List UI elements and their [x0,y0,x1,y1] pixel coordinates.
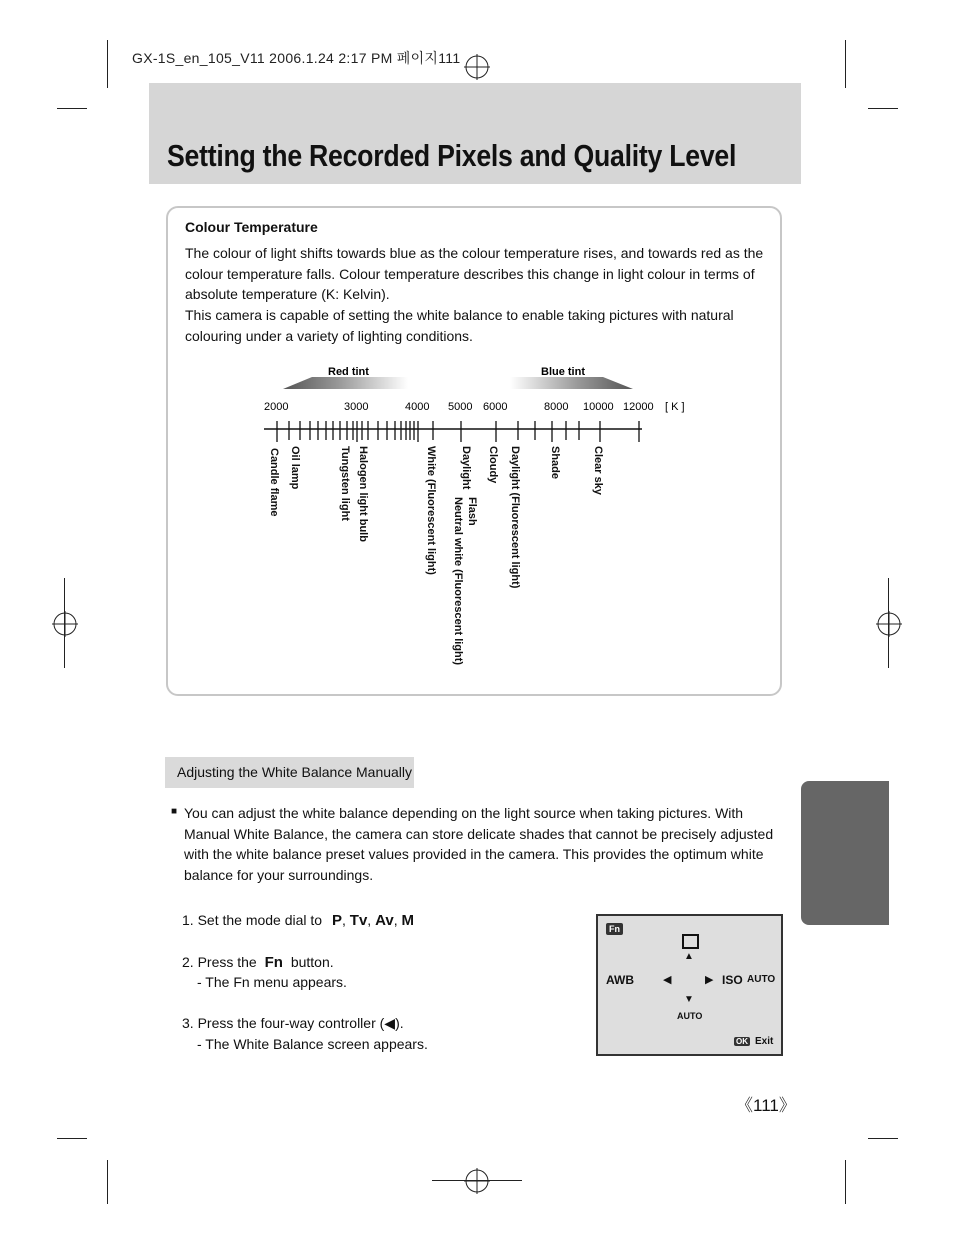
red-tint-arrow [283,377,408,389]
crop-mark [868,1138,898,1139]
light-source-label: Neutral white (Fluorescent light) [452,497,464,666]
step-2-text: 2. Press the [182,954,257,970]
section-heading: Colour Temperature [185,219,318,235]
fn-button-icon: Fn [264,954,283,971]
light-source-label: Clear sky [592,446,604,495]
fn-badge: Fn [606,923,623,935]
document-header: GX-1S_en_105_V11 2006.1.24 2:17 PM 페이지111 [132,50,461,66]
mode-av-icon: Av [375,912,394,929]
ok-badge: OK [736,1037,748,1046]
crop-mark [845,1160,846,1204]
light-source-label: Daylight (Fluorescent light) [509,446,521,589]
mode-m-icon: M [401,912,414,929]
camera-lcd-screen [596,914,783,1056]
iso-label: ISO [722,973,743,987]
light-source-label: Cloudy [487,446,499,484]
registration-mark [464,1168,490,1194]
light-source-label: Daylight [460,446,472,490]
light-source-label: Shade [549,446,561,480]
mode-tv-icon: Tv [349,912,368,929]
crop-mark [107,40,108,88]
page-title: Setting the Recorded Pixels and Quality Level [167,138,737,173]
red-tint-label: Red tint [328,366,369,378]
scale-unit: [ K ] [665,401,685,413]
step-2-button-text: button. [290,954,334,970]
scale-tick-label: 3000 [344,401,369,413]
down-arrow-icon: ▼ [684,994,694,1005]
step-1: 1. Set the mode dial to P, Tv, Av, M [182,912,414,929]
bullet-paragraph: You can adjust the white balance depending on the light source when taking pictures. With Manual White Balance, the camera can store delicate shades that cannot be precisely adjusted with the white balance preset values provided in the camera. This provides the optimum white balance for your surroundings. [184,805,774,883]
registration-mark [876,611,902,637]
kelvin-scale-diagram [258,360,698,680]
bottom-auto-label: AUTO [677,1011,703,1021]
step-2 [182,954,334,971]
scale-tick-label: 8000 [544,401,569,413]
step-3: 3. Press the four-way controller (◀). [182,1015,404,1031]
scale-tick-label: 6000 [483,401,508,413]
scale-tick-label: 10000 [583,401,614,413]
page-number: 《111》 [736,1096,796,1115]
left-arrow-icon: ◀ [663,974,672,986]
crop-mark [107,1160,108,1204]
light-source-label: Halogen light bulb [357,446,369,542]
scale-tick-label: 5000 [448,401,473,413]
light-source-label: Tungsten light [339,446,351,521]
step-3-sub: - The White Balance screen appears. [197,1036,428,1052]
light-source-label: Flash [466,497,478,526]
exit-label: Exit [755,1036,774,1047]
blue-tint-label: Blue tint [541,366,585,378]
crop-mark [868,108,898,109]
light-source-label: White (Fluorescent light) [425,446,437,575]
scale-ticks [277,421,639,442]
scale-tick-label: 12000 [623,401,654,413]
registration-mark [464,54,490,80]
scale-tick-label: 4000 [405,401,430,413]
step-2-sub: - The Fn menu appears. [197,974,347,990]
registration-mark [52,611,78,637]
light-source-label: Candle flame [268,448,280,517]
iso-auto-label: AUTO [747,974,776,985]
step-1-text: 1. Set the mode dial to [182,912,323,928]
paragraph: The colour of light shifts towards blue as the colour temperature rises, and towards red as the colour temperature falls. Colour temperature describes this change in light colour in terms of absolute temperature (K: Kelvin). [185,245,764,303]
mode-p-icon: P [331,912,342,929]
paragraph: This camera is capable of setting the white balance to enable taking pictures with natural colouring under a variety of lighting conditions. [185,307,734,344]
crop-mark [57,108,87,109]
up-arrow-icon: ▲ [684,951,694,962]
scale-tick-label: 2000 [264,401,289,413]
blue-tint-arrow [510,377,633,389]
chapter-side-tab [801,781,889,925]
awb-label: AWB [606,973,634,987]
crop-mark [845,40,846,88]
white-balance-square-icon [682,934,699,949]
section-label: Adjusting the White Balance Manually [165,757,414,788]
right-arrow-icon: ▶ [705,974,714,986]
light-source-label: Oil lamp [289,446,301,490]
bullet-square-icon: ■ [171,806,178,817]
crop-mark [57,1138,87,1139]
